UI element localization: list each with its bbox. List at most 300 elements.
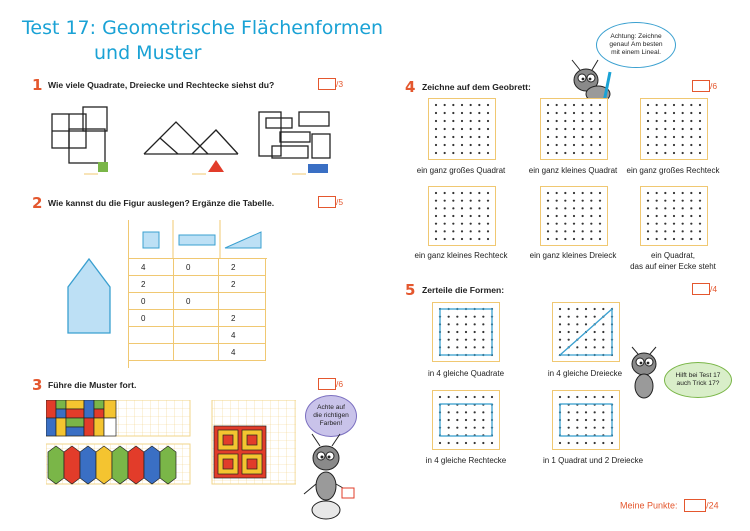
geoboard-peg: [664, 152, 666, 154]
bubble-left-line-1: Achte auf: [317, 404, 345, 411]
geoboard-peg: [564, 112, 566, 114]
geoboard-peg: [582, 230, 584, 232]
geoboard-peg: [585, 396, 587, 398]
geoboard-peg: [448, 396, 450, 398]
geoboard-peg: [690, 238, 692, 240]
geoboard-peg: [478, 238, 480, 240]
geoboard-peg: [568, 411, 570, 413]
geoboard-peg: [699, 136, 701, 138]
geoboard-peg: [576, 411, 578, 413]
geoboard-peg: [582, 120, 584, 122]
geoboard-peg: [673, 200, 675, 202]
geoboard-peg: [576, 442, 578, 444]
table-cell[interactable]: [129, 344, 174, 361]
geoboard-peg: [599, 192, 601, 194]
geoboard-peg: [599, 207, 601, 209]
geoboard-peg: [602, 346, 604, 348]
geoboard-peg: [556, 207, 558, 209]
geoboard-peg: [444, 192, 446, 194]
geoboard-peg: [576, 427, 578, 429]
geoboard-peg: [590, 238, 592, 240]
geoboard-peg: [465, 316, 467, 318]
geoboard-peg: [568, 339, 570, 341]
geoboard-peg: [448, 323, 450, 325]
geoboard-peg: [664, 104, 666, 106]
geoboard-peg: [452, 152, 454, 154]
green-square-icon: [98, 162, 108, 172]
table-cell[interactable]: [174, 310, 219, 327]
geoboard-peg: [576, 331, 578, 333]
geoboard-peg: [461, 152, 463, 154]
task-2-question: Wie kannst du die Figur auslegen? Ergänze die Tabelle.: [48, 198, 275, 208]
geoboard-peg: [599, 152, 601, 154]
geoboard-peg: [656, 200, 658, 202]
geoboard-peg: [444, 120, 446, 122]
geoboard-peg: [487, 200, 489, 202]
table-row: [129, 293, 266, 310]
geoboard-peg: [576, 308, 578, 310]
table-cell[interactable]: 2: [219, 276, 266, 293]
geoboard-peg: [664, 136, 666, 138]
geoboard-peg: [576, 323, 578, 325]
geoboard-peg: [656, 207, 658, 209]
task-2-score-box[interactable]: [318, 196, 336, 208]
geoboard-peg: [564, 192, 566, 194]
task-1-score-box[interactable]: [318, 78, 336, 90]
divide-caption-3: in 4 gleiche Rechtecke: [425, 456, 507, 465]
geoboard-peg: [444, 152, 446, 154]
geoboard-peg: [487, 207, 489, 209]
geoboard-peg: [435, 215, 437, 217]
geoboard-peg: [452, 112, 454, 114]
geoboard-peg: [573, 215, 575, 217]
geoboard-peg: [474, 316, 476, 318]
bubble-left-line-3: Farben!: [319, 420, 343, 427]
table-row: [129, 344, 266, 361]
geoboard-peg: [656, 112, 658, 114]
geoboard-peg: [556, 200, 558, 202]
geoboard-peg: [664, 112, 666, 114]
geoboard-peg: [556, 120, 558, 122]
geoboard-peg: [470, 136, 472, 138]
geoboard-peg: [699, 207, 701, 209]
geoboard-peg: [559, 331, 561, 333]
geoboard-peg: [470, 238, 472, 240]
task-1-max: /3: [336, 79, 344, 89]
geoboard-peg: [573, 120, 575, 122]
geoboard-peg: [673, 238, 675, 240]
geoboard-peg: [547, 238, 549, 240]
geoboard-peg: [452, 192, 454, 194]
geoboard-peg: [699, 223, 701, 225]
bubble-right-line-1: Hilft bei Test 17: [675, 372, 721, 379]
geoboard-peg: [487, 112, 489, 114]
geoboard-peg: [448, 419, 450, 421]
geoboard-peg: [573, 207, 575, 209]
divide-board-2[interactable]: [552, 302, 620, 362]
geoboard-peg: [547, 207, 549, 209]
task-2-max: /5: [336, 197, 344, 207]
table-cell[interactable]: [219, 293, 266, 310]
geoboard-peg: [452, 128, 454, 130]
squares-figure: [52, 107, 107, 163]
geoboard-peg: [448, 331, 450, 333]
geoboard-peg: [590, 104, 592, 106]
geoboard-peg: [682, 192, 684, 194]
geoboard-peg: [465, 419, 467, 421]
geoboard-peg: [547, 192, 549, 194]
geoboard-peg: [456, 346, 458, 348]
geoboard-peg: [456, 331, 458, 333]
geoboard-peg: [547, 223, 549, 225]
geoboard-peg: [435, 128, 437, 130]
geoboard-peg: [564, 152, 566, 154]
geoboard-peg: [435, 136, 437, 138]
table-cell[interactable]: 0: [129, 293, 174, 310]
task-5-score: [692, 283, 717, 295]
geoboard-peg: [435, 120, 437, 122]
geoboard-peg: [582, 112, 584, 114]
geoboard-peg: [690, 120, 692, 122]
geoboard-peg: [448, 346, 450, 348]
geoboard-peg: [465, 442, 467, 444]
geoboard-peg: [690, 200, 692, 202]
geoboard-peg: [682, 128, 684, 130]
geoboard-peg: [465, 346, 467, 348]
geoboard-peg: [448, 411, 450, 413]
geoboard-peg: [478, 144, 480, 146]
geoboard-peg: [573, 223, 575, 225]
geoboard-peg: [647, 192, 649, 194]
geoboard-peg: [568, 316, 570, 318]
geoboard-peg: [699, 128, 701, 130]
geoboard-peg: [465, 396, 467, 398]
geoboard-peg: [461, 128, 463, 130]
geoboard-peg: [470, 152, 472, 154]
geoboard-peg: [664, 238, 666, 240]
geoboard-peg: [444, 144, 446, 146]
geoboard-peg: [482, 411, 484, 413]
geoboard-peg: [582, 152, 584, 154]
geoboard-peg: [470, 207, 472, 209]
geoboard-peg: [599, 112, 601, 114]
geoboard-peg: [573, 152, 575, 154]
geoboard-peg: [594, 396, 596, 398]
geoboard-6[interactable]: [640, 186, 708, 246]
geoboard-peg: [452, 144, 454, 146]
total-points: [620, 499, 719, 512]
geoboard-peg: [564, 200, 566, 202]
geoboard-peg: [547, 230, 549, 232]
geoboard-peg: [664, 215, 666, 217]
total-points-label: Meine Punkte:: [620, 500, 678, 511]
table-cell[interactable]: 4: [219, 344, 266, 361]
geoboard-peg: [590, 120, 592, 122]
geoboard-peg: [568, 427, 570, 429]
task-5-score-box[interactable]: [692, 283, 710, 295]
geoboard-4[interactable]: [428, 186, 496, 246]
table-cell[interactable]: 4: [219, 327, 266, 344]
geoboard-peg: [564, 238, 566, 240]
geoboard-peg: [556, 230, 558, 232]
geoboard-peg: [478, 152, 480, 154]
geoboard-peg: [456, 339, 458, 341]
geoboard-peg: [585, 427, 587, 429]
task-3-max: /6: [336, 379, 344, 389]
geoboard-peg: [461, 112, 463, 114]
geoboard-peg: [465, 331, 467, 333]
geoboard-peg: [461, 223, 463, 225]
geoboard-peg: [573, 230, 575, 232]
table-cell[interactable]: 2: [219, 310, 266, 327]
table-cell[interactable]: 0: [129, 310, 174, 327]
geoboard-peg: [487, 223, 489, 225]
table-cell[interactable]: 2: [219, 259, 266, 276]
pattern-2: [48, 446, 176, 484]
geoboard-peg: [594, 331, 596, 333]
geoboard-peg: [585, 419, 587, 421]
geoboard-peg: [673, 128, 675, 130]
geoboard-peg: [590, 136, 592, 138]
geoboard-1[interactable]: [428, 98, 496, 160]
geoboard-peg: [673, 144, 675, 146]
geoboard-peg: [573, 144, 575, 146]
geoboard-peg: [435, 112, 437, 114]
geoboard-peg: [699, 112, 701, 114]
page-title: [22, 16, 383, 66]
geoboard-peg: [487, 144, 489, 146]
bubble-left-line-2: die richtigen: [313, 412, 349, 419]
geoboard-peg: [656, 192, 658, 194]
geoboard-peg: [556, 223, 558, 225]
table-row: [129, 310, 266, 327]
table-cell[interactable]: 0: [174, 259, 219, 276]
geoboard-peg: [564, 230, 566, 232]
geoboard-peg: [547, 128, 549, 130]
geoboard-peg: [435, 144, 437, 146]
geoboard-peg: [690, 136, 692, 138]
geoboard-peg: [444, 207, 446, 209]
geoboard-peg: [452, 230, 454, 232]
task-4-number: 4: [405, 78, 416, 96]
geoboard-peg: [456, 442, 458, 444]
geoboard-2[interactable]: [540, 98, 608, 160]
geoboard-peg: [448, 442, 450, 444]
geoboard-peg: [478, 230, 480, 232]
table-row: [129, 259, 266, 276]
geoboard-peg: [461, 192, 463, 194]
geoboard-peg: [482, 316, 484, 318]
geoboard-peg: [602, 442, 604, 444]
geoboard-peg: [656, 230, 658, 232]
geoboard-peg: [482, 396, 484, 398]
table-cell[interactable]: 0: [174, 293, 219, 310]
divide-board-4[interactable]: [552, 390, 620, 450]
geoboard-peg: [690, 192, 692, 194]
geoboard-peg: [568, 308, 570, 310]
geoboard-peg: [582, 223, 584, 225]
geoboard-peg: [656, 136, 658, 138]
geoboard-peg: [564, 215, 566, 217]
geoboard-peg: [452, 136, 454, 138]
geoboard-peg: [435, 200, 437, 202]
task-4-max: /6: [710, 81, 718, 91]
geoboard-peg: [487, 104, 489, 106]
pattern-1: [46, 400, 116, 436]
geoboard-peg: [461, 120, 463, 122]
geoboard-peg: [559, 316, 561, 318]
geoboard-peg: [556, 112, 558, 114]
geoboard-peg: [682, 144, 684, 146]
geoboard-peg: [647, 128, 649, 130]
geoboard-peg: [474, 396, 476, 398]
geoboard-peg: [556, 136, 558, 138]
geoboard-peg: [682, 112, 684, 114]
geoboard-peg: [448, 316, 450, 318]
geoboard-peg: [444, 230, 446, 232]
blue-rectangle-icon: [308, 164, 328, 173]
geoboard-peg: [582, 207, 584, 209]
geoboard-peg: [487, 152, 489, 154]
geoboard-peg: [611, 442, 613, 444]
geoboard-peg: [559, 396, 561, 398]
geoboard-peg: [576, 419, 578, 421]
geoboard-peg: [461, 144, 463, 146]
geoboard-peg: [690, 152, 692, 154]
square-shape-icon: [143, 232, 159, 248]
geoboard-peg: [682, 136, 684, 138]
geoboard-caption-3: ein ganz großes Rechteck: [626, 166, 720, 175]
geoboard-peg: [452, 120, 454, 122]
geoboard-peg: [664, 230, 666, 232]
geoboard-peg: [699, 230, 701, 232]
geoboard-peg: [556, 144, 558, 146]
geoboard-peg: [590, 215, 592, 217]
geoboard-peg: [478, 112, 480, 114]
geoboard-5[interactable]: [540, 186, 608, 246]
geoboard-peg: [656, 104, 658, 106]
geoboard-peg: [474, 427, 476, 429]
table-cell[interactable]: [174, 327, 219, 344]
geoboard-peg: [647, 104, 649, 106]
geoboard-peg: [470, 230, 472, 232]
geoboard-peg: [673, 215, 675, 217]
geoboard-peg: [568, 419, 570, 421]
geoboard-peg: [547, 200, 549, 202]
table-cell[interactable]: [174, 276, 219, 293]
geoboard-peg: [594, 427, 596, 429]
geoboard-peg: [682, 207, 684, 209]
table-header-shapes: [129, 220, 267, 259]
pentagon-figure: [64, 255, 114, 335]
geoboard-peg: [435, 104, 437, 106]
geoboard-peg: [474, 323, 476, 325]
geoboard-peg: [682, 223, 684, 225]
geoboard-peg: [435, 207, 437, 209]
geoboard-peg: [590, 192, 592, 194]
geoboard-peg: [478, 104, 480, 106]
geoboard-peg: [582, 144, 584, 146]
geoboard-peg: [439, 442, 441, 444]
speech-bubble-trick: [664, 362, 732, 398]
bubble-right-line-2: auch Trick 17?: [676, 380, 720, 387]
geoboard-caption-2: ein ganz kleines Quadrat: [528, 166, 618, 175]
geoboard-peg: [482, 419, 484, 421]
geoboard-peg: [582, 200, 584, 202]
geoboard-peg: [487, 215, 489, 217]
geoboard-peg: [673, 192, 675, 194]
geoboard-peg: [444, 104, 446, 106]
geoboard-peg: [594, 339, 596, 341]
geoboard-peg: [482, 427, 484, 429]
divide-board-3[interactable]: [432, 390, 500, 450]
geoboard-peg: [435, 238, 437, 240]
geoboard-peg: [435, 192, 437, 194]
task-3-score-box[interactable]: [318, 378, 336, 390]
geoboard-caption-6a: ein Quadrat,: [650, 251, 696, 260]
geoboard-peg: [547, 215, 549, 217]
geoboard-peg: [673, 104, 675, 106]
geoboard-peg: [594, 442, 596, 444]
geoboard-peg: [573, 238, 575, 240]
geoboard-peg: [573, 192, 575, 194]
geoboard-peg: [594, 411, 596, 413]
table-cell[interactable]: [174, 344, 219, 361]
geoboard-peg: [699, 152, 701, 154]
geoboard-peg: [461, 215, 463, 217]
geoboard-peg: [576, 316, 578, 318]
geoboard-peg: [487, 192, 489, 194]
table-cell[interactable]: 2: [129, 276, 174, 293]
table-cell[interactable]: 4: [129, 259, 174, 276]
geoboard-peg: [461, 207, 463, 209]
geoboard-peg: [590, 128, 592, 130]
geoboard-peg: [444, 223, 446, 225]
geoboard-peg: [647, 207, 649, 209]
total-points-box[interactable]: [684, 499, 706, 512]
task-5-question: Zerteile die Formen:: [422, 285, 505, 295]
geoboard-peg: [474, 331, 476, 333]
geoboard-peg: [559, 323, 561, 325]
geoboard-3[interactable]: [640, 98, 708, 160]
geoboard-peg: [690, 230, 692, 232]
geoboard-peg: [478, 223, 480, 225]
geoboard-peg: [590, 152, 592, 154]
geoboard-peg: [690, 223, 692, 225]
task-4-score-box[interactable]: [692, 80, 710, 92]
geoboard-peg: [487, 120, 489, 122]
geoboard-peg: [465, 339, 467, 341]
geoboard-peg: [444, 215, 446, 217]
divide-board-1[interactable]: [432, 302, 500, 362]
geoboard-peg: [594, 419, 596, 421]
task-1-figures: [44, 104, 339, 176]
geoboard-peg: [487, 238, 489, 240]
geoboard-peg: [664, 207, 666, 209]
geoboard-peg: [435, 152, 437, 154]
geoboard-peg: [470, 144, 472, 146]
geoboard-peg: [547, 136, 549, 138]
geoboard-peg: [474, 442, 476, 444]
geoboard-peg: [590, 144, 592, 146]
table-cell[interactable]: [129, 327, 174, 344]
geoboard-peg: [556, 215, 558, 217]
geoboard-peg: [602, 396, 604, 398]
geoboard-caption-6b: das auf einer Ecke steht: [630, 262, 716, 271]
geoboard-peg: [647, 112, 649, 114]
geoboard-peg: [564, 207, 566, 209]
geoboard-peg: [556, 128, 558, 130]
